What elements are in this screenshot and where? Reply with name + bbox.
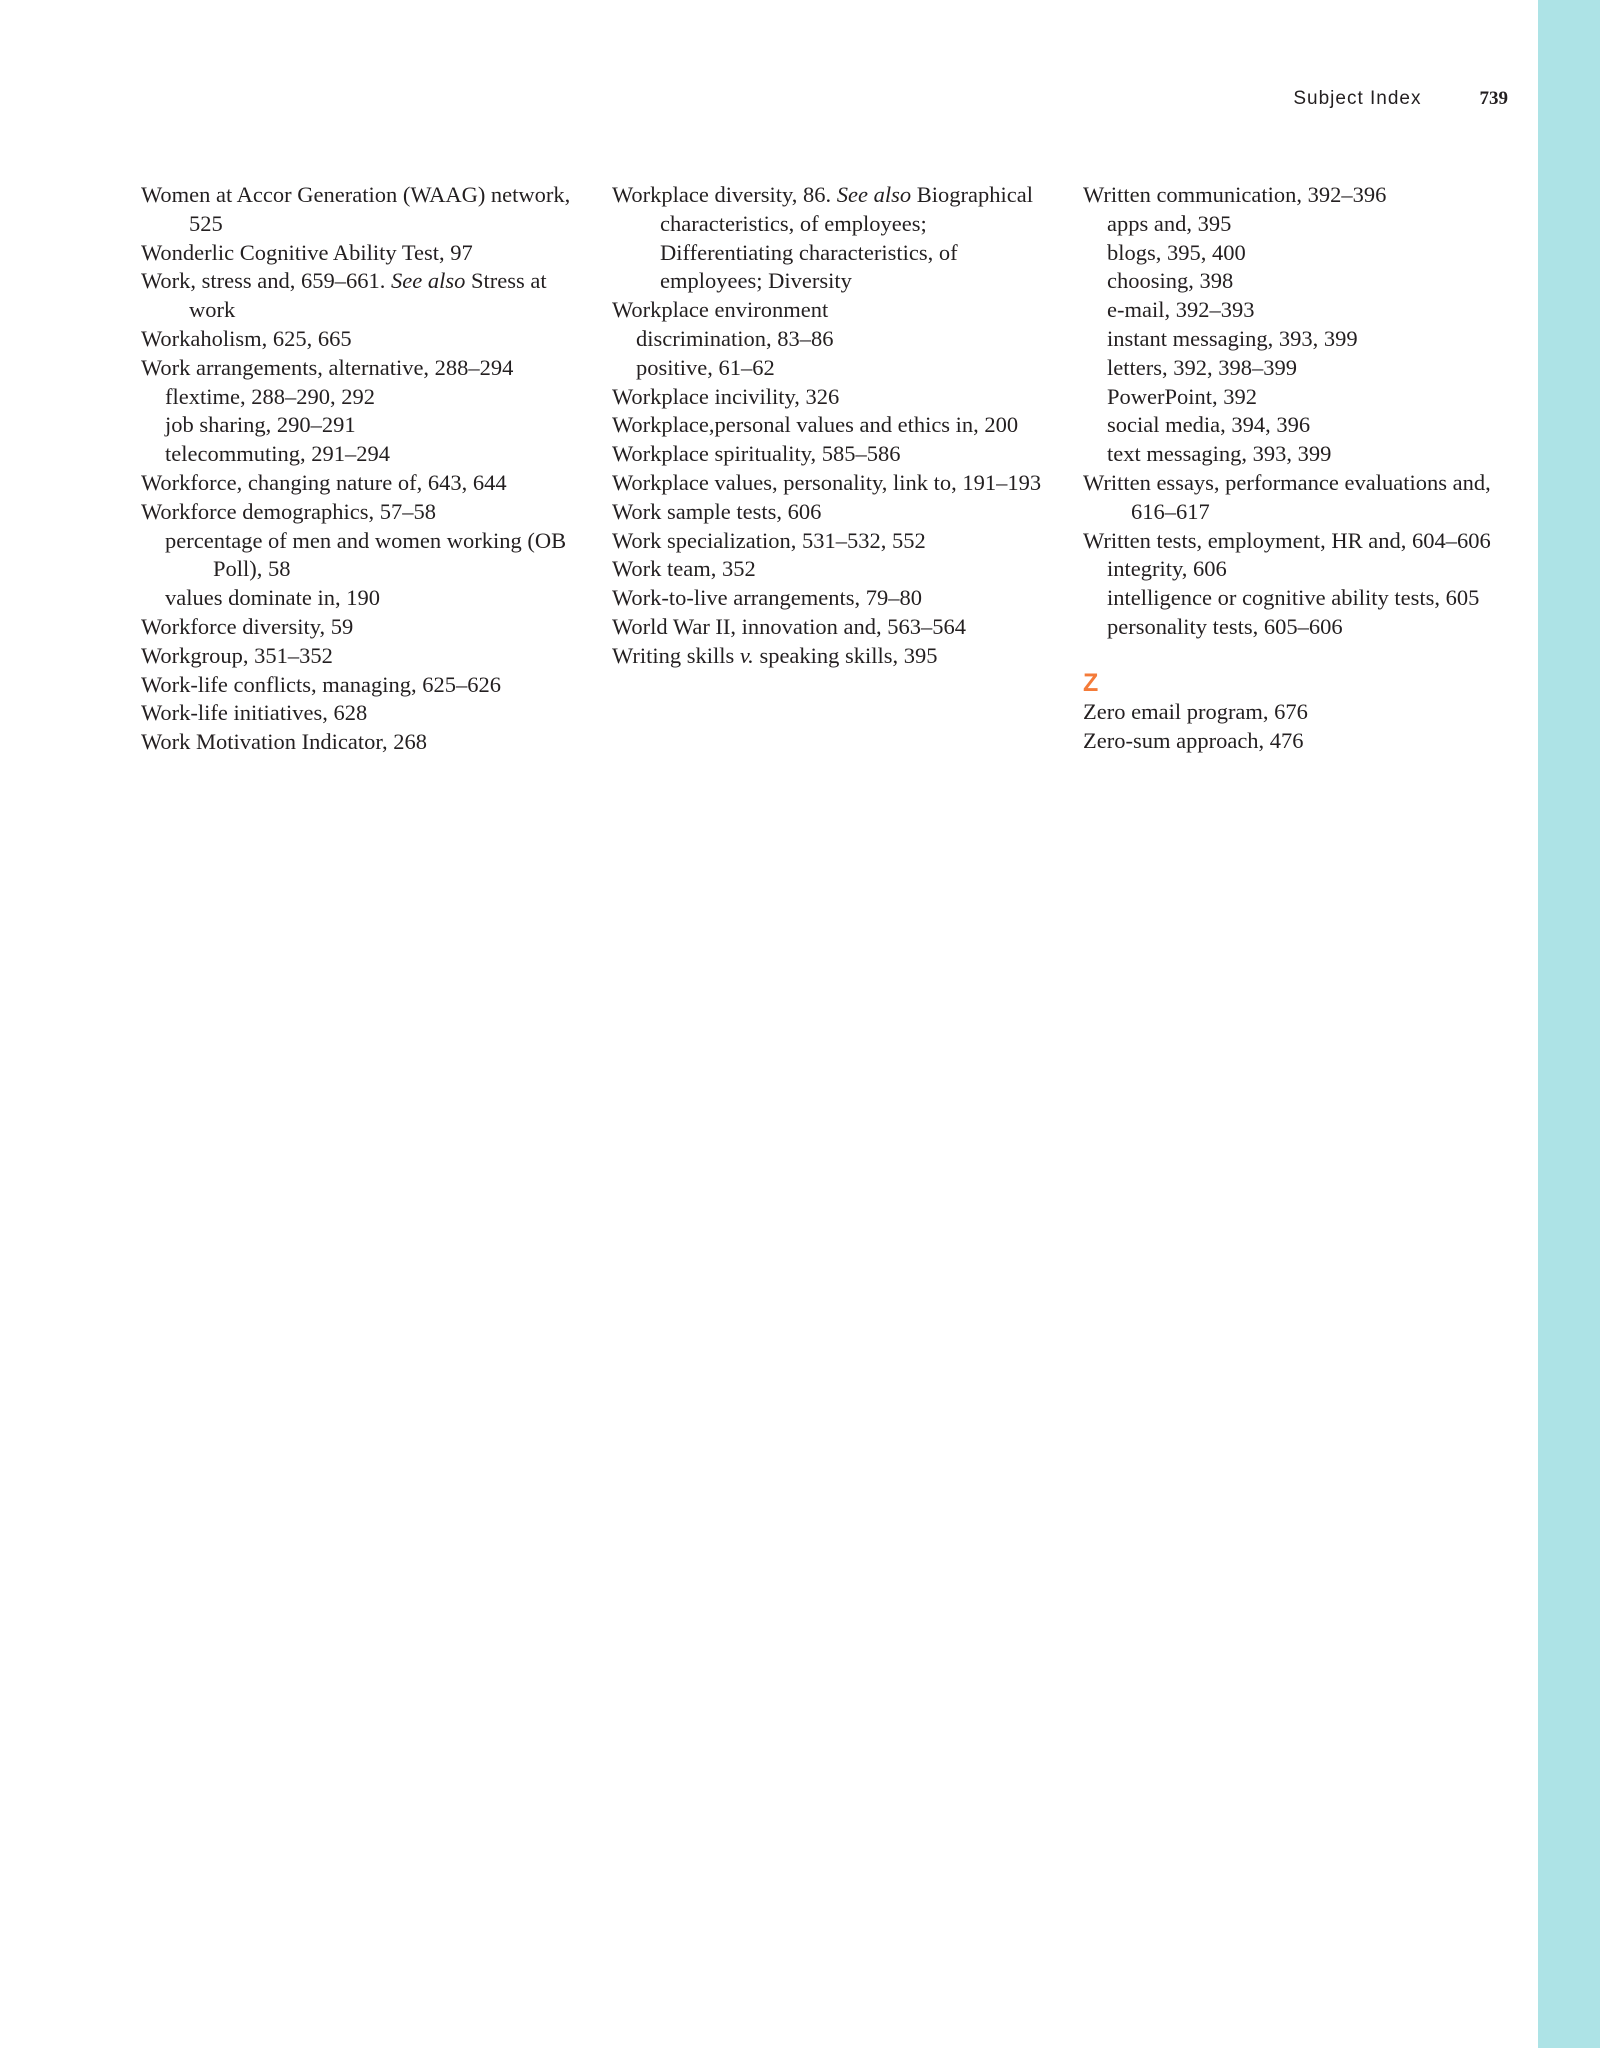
index-entry: [141, 642, 591, 671]
index-entry: [1083, 527, 1523, 556]
entry-text: Workaholism, 625, 665: [141, 325, 352, 351]
index-entry: [612, 498, 1062, 527]
entry-text: Women at Accor Generation (WAAG) network, 525: [141, 182, 571, 236]
index-subentry: [612, 325, 1062, 354]
index-entry: [1083, 727, 1523, 756]
entry-text: Wonderlic Cognitive Ability Test, 97: [141, 239, 473, 265]
index-entry: [141, 239, 591, 268]
index-entry: [1083, 469, 1523, 527]
index-subentry: [141, 383, 591, 412]
entry-text: Workplace spirituality, 585–586: [612, 441, 901, 467]
entry-text: social media, 394, 396: [1107, 412, 1311, 438]
index-subentry: [141, 584, 591, 613]
entry-text: Work specialization, 531–532, 552: [612, 527, 926, 553]
see-also-ref: v.: [739, 642, 754, 668]
entry-text: Workplace,personal values and ethics in, 200: [612, 412, 1019, 438]
entry-text: intelligence or cognitive ability tests, 605: [1107, 585, 1480, 611]
index-subentry: [1083, 555, 1523, 584]
index-entry: [141, 181, 591, 239]
index-entry: [141, 498, 591, 527]
index-entry: [141, 354, 591, 383]
entry-text: Zero-sum approach, 476: [1083, 727, 1304, 753]
entry-text: Workgroup, 351–352: [141, 642, 333, 668]
entry-text: values dominate in, 190: [165, 585, 380, 611]
see-also-ref: See also: [836, 182, 912, 207]
entry-text: discrimination, 83–86: [636, 325, 834, 351]
index-subentry: [1083, 613, 1523, 642]
index-entry: [141, 469, 591, 498]
index-entry: [612, 440, 1062, 469]
entry-text: Work-life initiatives, 628: [141, 700, 368, 726]
index-entry: [1083, 181, 1523, 210]
entry-text: choosing, 398: [1107, 268, 1234, 294]
running-head-title: Subject Index: [1293, 88, 1422, 109]
entry-text: job sharing, 290–291: [165, 412, 356, 438]
entry-text: instant messaging, 393, 399: [1107, 325, 1358, 351]
entry-text: Written tests, employment, HR and, 604–606: [1083, 527, 1491, 553]
index-entry: [612, 613, 1062, 642]
index-entry: [141, 325, 591, 354]
entry-text: Workplace diversity, 86.: [612, 182, 837, 207]
index-subentry: [1083, 325, 1523, 354]
entry-text: Workforce demographics, 57–58: [141, 498, 436, 524]
index-entry: [141, 671, 591, 700]
index-subentry: [1083, 440, 1523, 469]
entry-text: percentage of men and women working (OB Poll), 58: [165, 527, 567, 582]
entry-text: Writing skills: [612, 642, 740, 668]
index-subentry: [141, 527, 591, 585]
entry-cross-ref: speaking skills, 395: [753, 642, 938, 668]
entry-text: text messaging, 393, 399: [1107, 441, 1332, 467]
index-subentry: [1083, 239, 1523, 268]
entry-text: letters, 392, 398–399: [1107, 354, 1297, 380]
entry-text: PowerPoint, 392: [1107, 383, 1258, 409]
index-entry: [612, 555, 1062, 584]
index-subentry: [1083, 354, 1523, 383]
entry-text: flextime, 288–290, 292: [165, 383, 375, 409]
index-subentry: [1083, 383, 1523, 412]
entry-text: Zero email program, 676: [1083, 698, 1308, 724]
index-entry: [612, 383, 1062, 412]
index-column-3: [1083, 181, 1523, 755]
entry-text: Work arrangements, alternative, 288–294: [141, 354, 514, 380]
entry-text: Workplace environment: [612, 297, 829, 323]
entry-text: positive, 61–62: [636, 354, 775, 380]
entry-text: Written communication, 392–396: [1083, 182, 1387, 207]
entry-text: Work-to-live arrangements, 79–80: [612, 585, 922, 611]
entry-text: Work, stress and, 659–661.: [141, 268, 392, 294]
entry-text: telecommuting, 291–294: [165, 441, 390, 467]
entry-text: Work Motivation Indicator, 268: [141, 729, 427, 755]
index-entry: [612, 181, 1062, 296]
index-subentry: [141, 440, 591, 469]
index-subentry: [141, 411, 591, 440]
entry-text: Work team, 352: [612, 556, 756, 582]
entry-cross-ref: Stress at work: [189, 268, 547, 323]
index-subentry: [1083, 267, 1523, 296]
entry-text: Workforce diversity, 59: [141, 613, 354, 639]
index-subentry: [1083, 296, 1523, 325]
index-subentry: [1083, 584, 1523, 613]
index-entry: [141, 267, 591, 325]
index-entry: [141, 613, 591, 642]
entry-text: Workplace values, personality, link to, 191–193: [612, 469, 1042, 495]
entry-text: blogs, 395, 400: [1107, 239, 1246, 265]
entry-text: Workplace incivility, 326: [612, 383, 840, 409]
index-column-2: [612, 181, 1062, 671]
entry-text: apps and, 395: [1107, 210, 1232, 236]
entry-text: personality tests, 605–606: [1107, 613, 1343, 639]
entry-text: Work sample tests, 606: [612, 498, 822, 524]
entry-text: World War II, innovation and, 563–564: [612, 613, 967, 639]
index-entry: [612, 411, 1062, 440]
index-subentry: [612, 354, 1062, 383]
index-subentry: [1083, 411, 1523, 440]
index-entry: [612, 584, 1062, 613]
see-also-ref: See also: [391, 268, 466, 294]
index-entry: [612, 642, 1062, 671]
index-entry: [1083, 698, 1523, 727]
index-entry: [612, 527, 1062, 556]
running-head: [1293, 88, 1508, 110]
page-number: 739: [1479, 88, 1508, 109]
index-column-1: [141, 181, 591, 757]
index-entry: [141, 699, 591, 728]
index-entry: [141, 728, 591, 757]
entry-text: Written essays, performance evaluations and, 616–617: [1083, 469, 1491, 524]
letter-heading: Z: [1083, 668, 1099, 697]
entry-text: Work-life conflicts, managing, 625–626: [141, 671, 501, 697]
page-edge-band: [1538, 0, 1600, 2048]
entry-text: Workforce, changing nature of, 643, 644: [141, 469, 507, 495]
entry-text: e-mail, 392–393: [1107, 297, 1255, 323]
index-subentry: [1083, 210, 1523, 239]
index-entry: [612, 296, 1062, 325]
index-entry: [612, 469, 1062, 498]
entry-text: integrity, 606: [1107, 556, 1227, 582]
entry-cross-ref: Biographical characteristics, of employees; Differentiating characteristics, of employees; Diversity: [660, 182, 1033, 294]
